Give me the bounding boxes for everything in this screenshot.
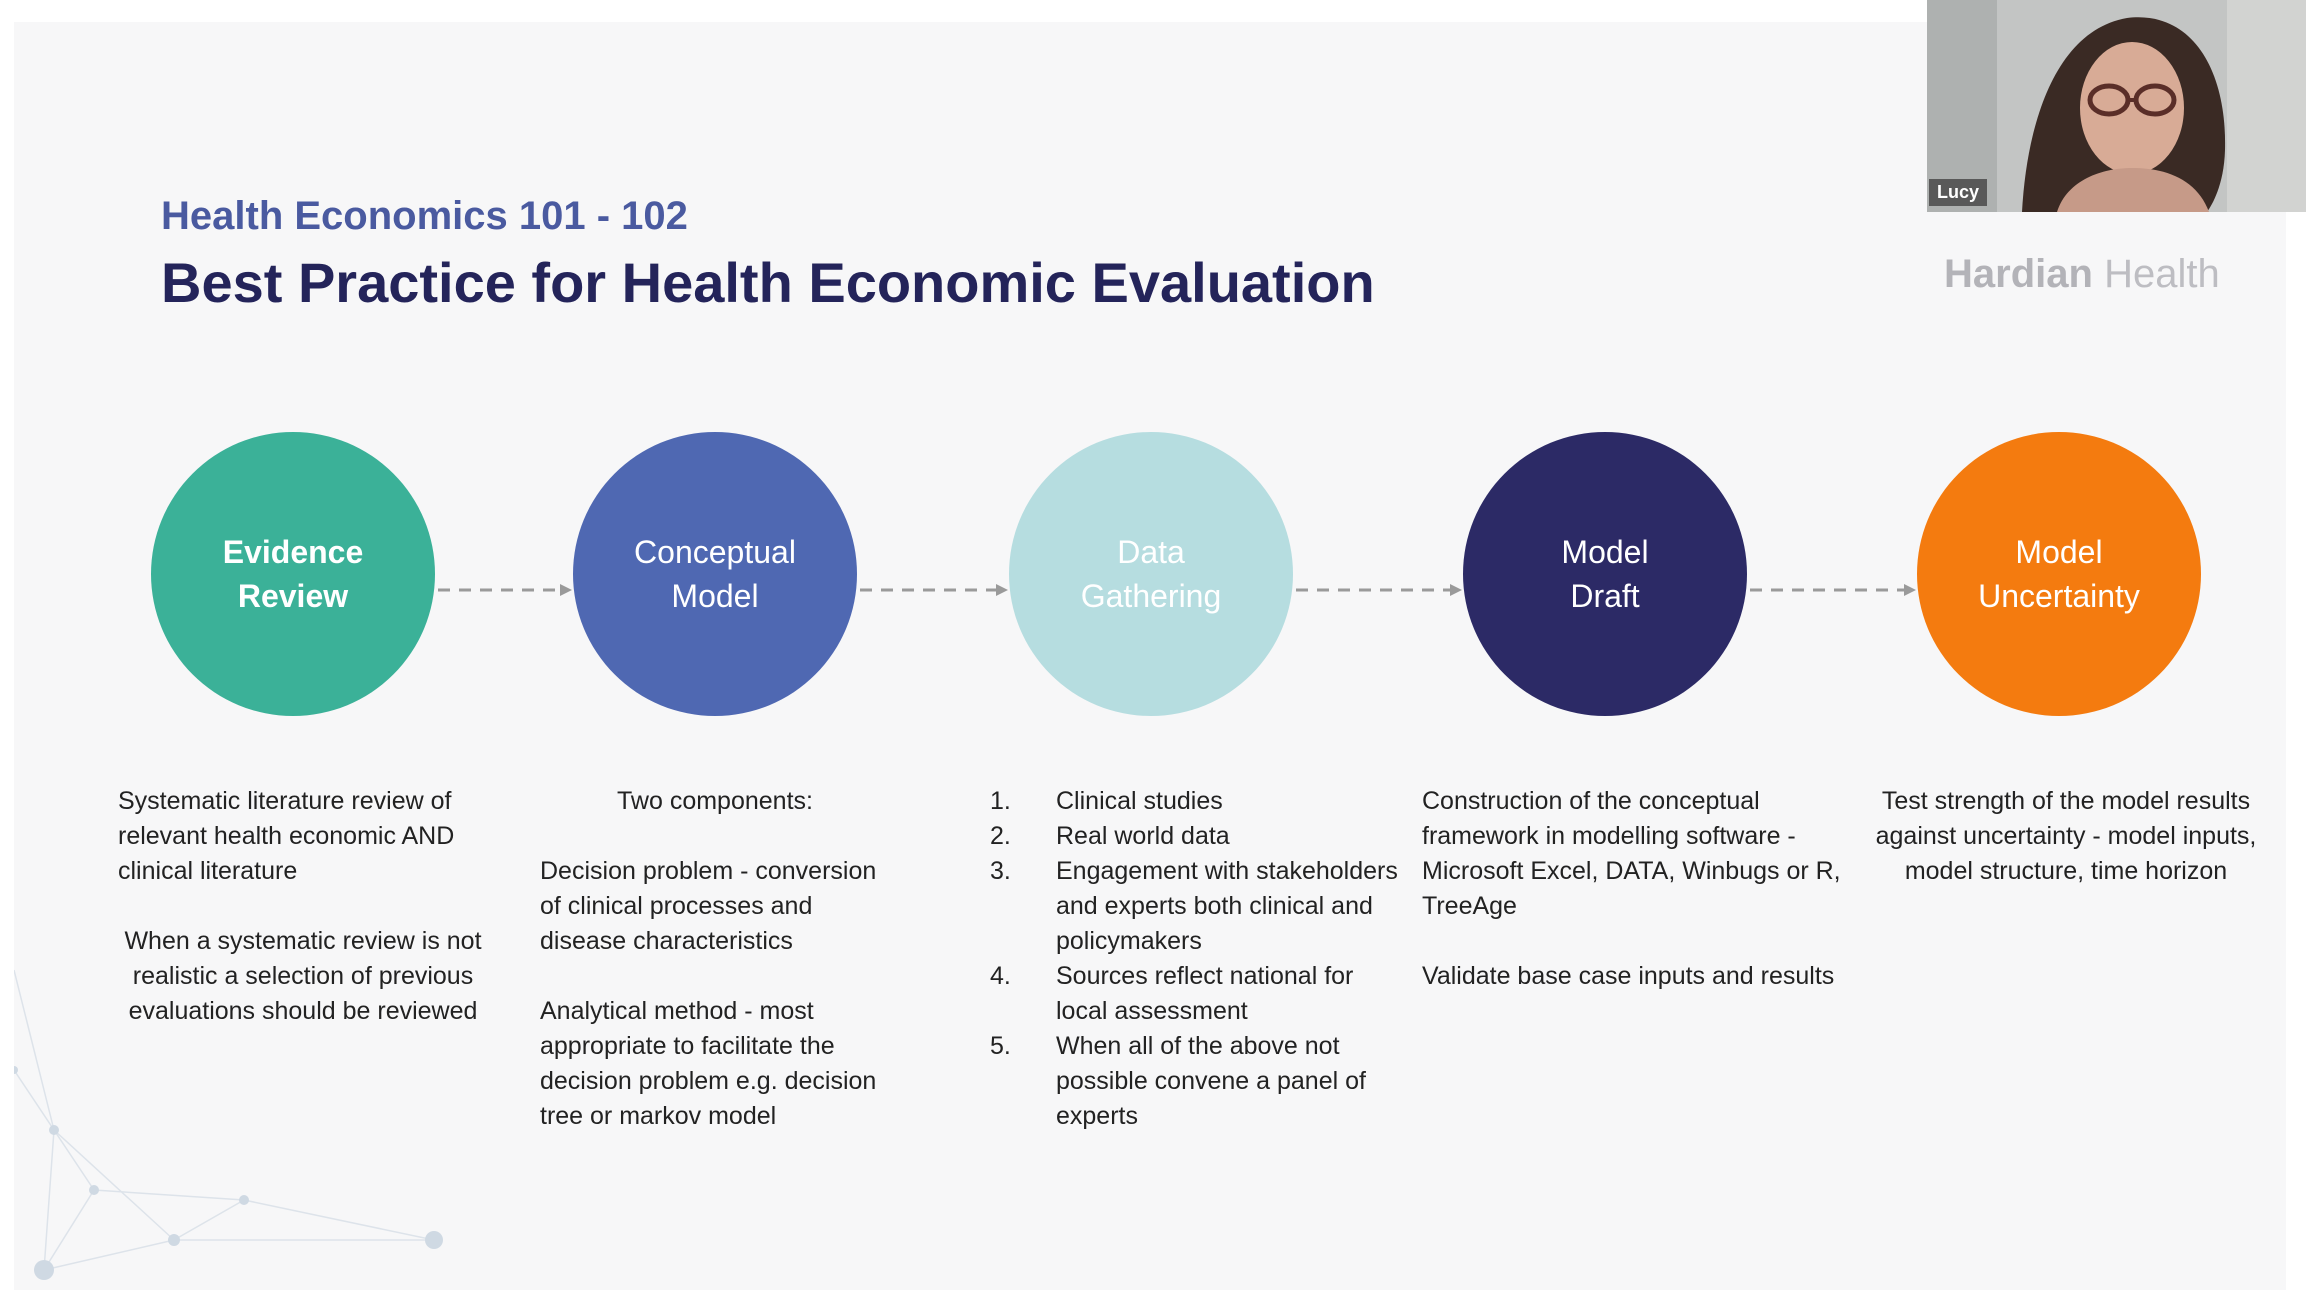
- participant-name-label: Lucy: [1929, 179, 1987, 206]
- data-gathering-description: [990, 784, 1410, 1134]
- step-label-line1: Model: [1561, 534, 1649, 570]
- model-draft-description: [1422, 784, 1842, 1029]
- list-item: [990, 819, 1410, 854]
- list-text: Sources reflect national for local assessment: [1056, 962, 1354, 1025]
- step-evidence-review: [151, 432, 435, 716]
- brand-logo-bold: Hardian: [1944, 252, 2093, 296]
- list-text: Engagement with stakeholders and experts both clinical and policymakers: [1056, 857, 1398, 955]
- step-label-line1: Model: [2015, 534, 2103, 570]
- list-number: 4.: [990, 962, 1011, 990]
- description-paragraph: Validate base case inputs and results: [1422, 962, 1835, 990]
- list-number: 1.: [990, 787, 1011, 815]
- description-paragraph: Systematic literature review of relevant health economic AND clinical literature: [118, 787, 455, 885]
- step-conceptual-model: [573, 432, 857, 716]
- step-label-line1: Conceptual: [634, 534, 796, 570]
- step-label-line2: Draft: [1570, 578, 1640, 614]
- conceptual-model-description: [540, 784, 890, 1169]
- step-label-line2: Model: [671, 578, 759, 614]
- list-text: Real world data: [1056, 822, 1230, 850]
- model-uncertainty-description: [1856, 784, 2276, 924]
- list-item: [990, 1029, 1410, 1134]
- step-label-line1: Evidence: [222, 534, 364, 570]
- description-paragraph: Test strength of the model results against uncertainty - model inputs, model structure, time horizon: [1875, 787, 2257, 885]
- description-heading: Two components:: [617, 787, 813, 815]
- description-paragraph: When a systematic review is not realistic a selection of previous evaluations should be reviewed: [124, 927, 482, 1025]
- arrow-connector: [860, 582, 1008, 598]
- list-number: 2.: [990, 822, 1011, 850]
- slide-title: Best Practice for Health Economic Evaluation: [161, 251, 1375, 314]
- step-label-line2: Uncertainty: [1978, 578, 2140, 614]
- list-number: 3.: [990, 857, 1011, 885]
- description-paragraph: Construction of the conceptual framework in modelling software - Microsoft Excel, DATA, Winbugs or R, TreeAge: [1422, 787, 1841, 920]
- brand-logo-light: Health: [2104, 252, 2220, 296]
- arrow-connector: [1750, 582, 1916, 598]
- list-number: 5.: [990, 1032, 1011, 1060]
- step-label-line2: Review: [237, 578, 349, 614]
- arrow-connector: [1296, 582, 1462, 598]
- step-model-uncertainty: [1917, 432, 2201, 716]
- list-item: [990, 959, 1410, 1029]
- description-paragraph: Analytical method - most appropriate to facilitate the decision problem e.g. decision tree or markov model: [540, 997, 877, 1130]
- step-data-gathering: [1009, 432, 1293, 716]
- arrow-connector: [438, 582, 572, 598]
- list-text: When all of the above not possible convene a panel of experts: [1056, 1032, 1366, 1130]
- description-paragraph: Decision problem - conversion of clinical processes and disease characteristics: [540, 857, 877, 955]
- evidence-review-description: [118, 784, 488, 1064]
- presentation-slide: [14, 22, 2286, 1290]
- data-sources-list: [990, 784, 1410, 1134]
- list-item: [990, 784, 1410, 819]
- step-label-line2: Gathering: [1080, 578, 1222, 614]
- brand-logo: [1944, 252, 2220, 297]
- slide-subtitle: Health Economics 101 - 102: [161, 194, 688, 238]
- step-model-draft: [1463, 432, 1747, 716]
- list-text: Clinical studies: [1056, 787, 1223, 815]
- step-label-line1: Data: [1117, 534, 1185, 570]
- list-item: [990, 854, 1410, 959]
- webcam-video-tile[interactable]: [1927, 0, 2306, 212]
